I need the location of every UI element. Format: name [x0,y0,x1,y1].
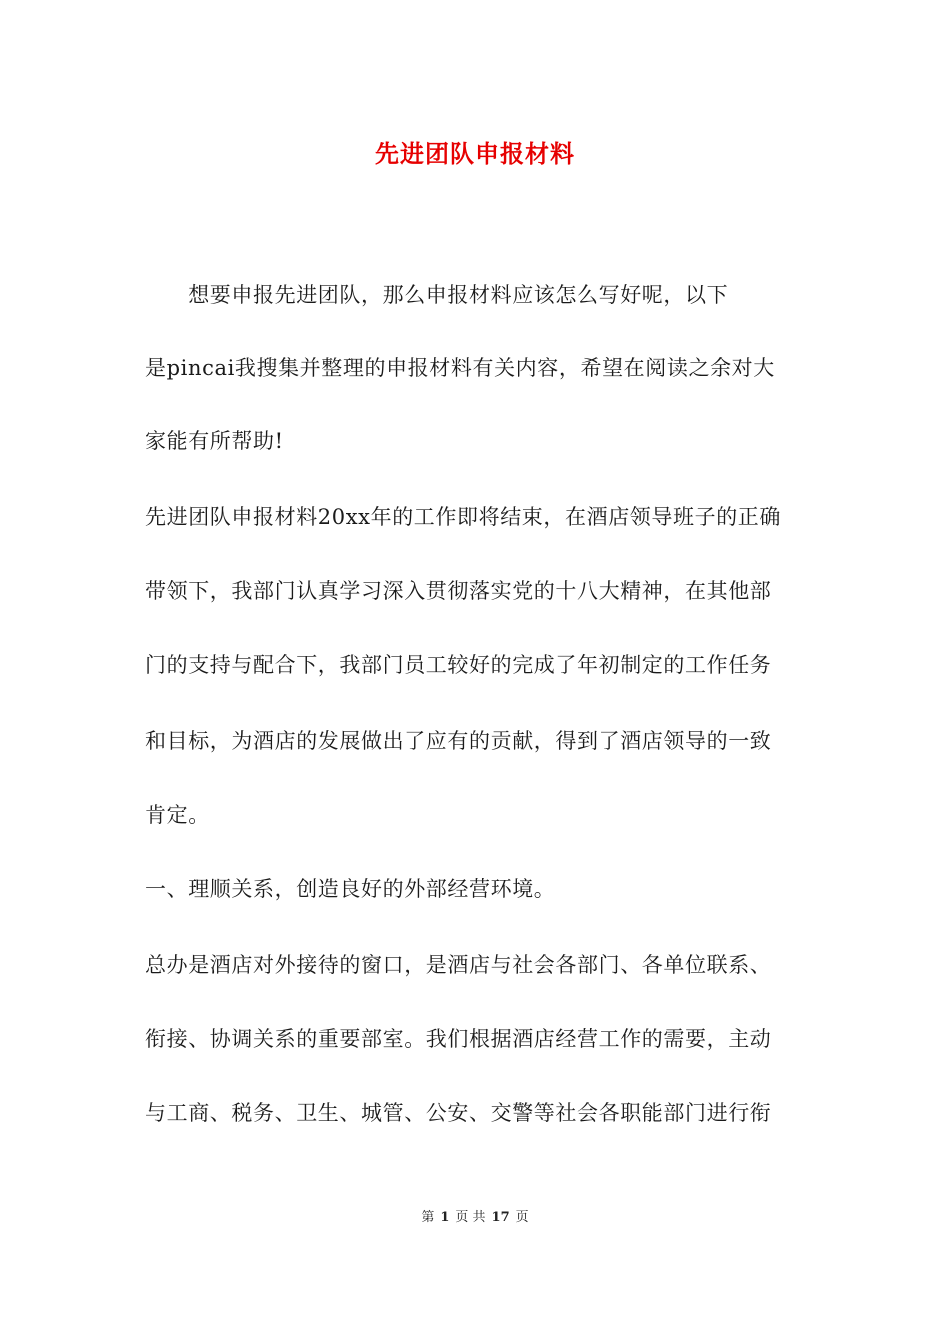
footer-middle: 页 共 [455,1210,486,1225]
total-pages-number: 17 [491,1210,510,1225]
current-page-number: 1 [440,1210,450,1225]
paragraph-line: 门的支持与配合下，我部门员工较好的完成了年初制定的工作任务 [145,653,772,677]
paragraph-line: 总办是酒店对外接待的窗口，是酒店与社会各部门、各单位联系、 [145,953,772,977]
paragraph-line: 肯定。 [145,803,210,827]
paragraph-line: 是pincai我搜集并整理的申报材料有关内容，希望在阅读之余对大 [145,356,775,380]
footer-prefix: 第 [421,1210,435,1225]
section-heading: 一、理顺关系，创造良好的外部经营环境。 [145,877,556,901]
document-title: 先进团队申报材料 [375,139,575,168]
paragraph-line: 与工商、税务、卫生、城管、公安、交警等社会各职能部门进行衔 [145,1101,772,1125]
paragraph-line: 先进团队申报材料20xx年的工作即将结束，在酒店领导班子的正确 [145,505,782,529]
paragraph-line: 衔接、协调关系的重要部室。我们根据酒店经营工作的需要，主动 [145,1027,772,1051]
paragraph-line: 和目标，为酒店的发展做出了应有的贡献，得到了酒店领导的一致 [145,729,772,753]
paragraph-line: 家能有所帮助! [145,429,284,453]
page-footer [0,1208,950,1228]
paragraph-line: 带领下，我部门认真学习深入贯彻落实党的十八大精神，在其他部 [145,579,772,603]
footer-suffix: 页 [515,1210,529,1225]
paragraph-line: 想要申报先进团队，那么申报材料应该怎么写好呢，以下 [145,283,729,307]
